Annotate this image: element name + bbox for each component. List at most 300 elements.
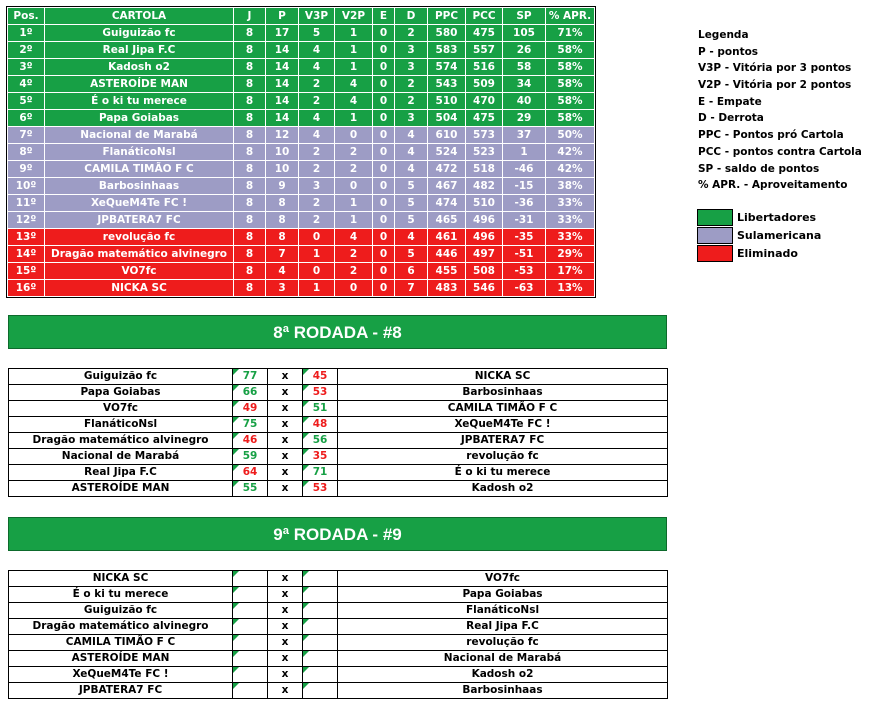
versus: x bbox=[268, 417, 303, 433]
v2p-cell: 0 bbox=[335, 280, 373, 297]
versus: x bbox=[268, 433, 303, 449]
draws-cell: 0 bbox=[373, 212, 395, 229]
legend-line: E - Empate bbox=[698, 95, 762, 108]
draws-cell: 0 bbox=[373, 76, 395, 93]
apr-cell: 17% bbox=[546, 263, 595, 280]
match-row bbox=[9, 619, 668, 635]
standings-row bbox=[8, 42, 595, 59]
points-cell: 8 bbox=[266, 229, 299, 246]
match-row bbox=[9, 465, 668, 481]
position-cell: 4º bbox=[8, 76, 45, 93]
legend-line: % APR. - Aproveitamento bbox=[698, 179, 848, 192]
v2p-cell: 1 bbox=[335, 42, 373, 59]
v2p-cell: 2 bbox=[335, 246, 373, 263]
legend-line: PPC - Pontos pró Cartola bbox=[698, 129, 844, 142]
match-row bbox=[9, 401, 668, 417]
v3p-cell: 2 bbox=[299, 76, 335, 93]
points-cell: 14 bbox=[266, 76, 299, 93]
versus: x bbox=[268, 401, 303, 417]
match-row bbox=[9, 433, 668, 449]
home-score bbox=[233, 619, 268, 635]
points-cell: 10 bbox=[266, 144, 299, 161]
away-score bbox=[303, 603, 338, 619]
apr-cell: 33% bbox=[546, 229, 595, 246]
games-cell: 8 bbox=[234, 25, 266, 42]
zone-swatch bbox=[697, 209, 733, 226]
sp-cell: 26 bbox=[503, 42, 546, 59]
legend-line: PCC - pontos contra Cartola bbox=[698, 145, 862, 158]
standings-body bbox=[8, 25, 595, 297]
team-cell: Real Jipa F.C bbox=[45, 42, 234, 59]
team-cell: NICKA SC bbox=[45, 280, 234, 297]
versus: x bbox=[268, 667, 303, 683]
draws-cell: 0 bbox=[373, 263, 395, 280]
v3p-cell: 3 bbox=[299, 178, 335, 195]
apr-cell: 13% bbox=[546, 280, 595, 297]
legend-line: D - Derrota bbox=[698, 112, 764, 125]
home-score bbox=[233, 635, 268, 651]
versus: x bbox=[268, 449, 303, 465]
standings-row bbox=[8, 76, 595, 93]
points-cell: 3 bbox=[266, 280, 299, 297]
versus: x bbox=[268, 465, 303, 481]
v3p-cell: 2 bbox=[299, 93, 335, 110]
pcc-cell: 470 bbox=[466, 93, 503, 110]
away-score: 51 bbox=[303, 401, 338, 417]
home-team: Dragão matemático alvinegro bbox=[9, 433, 233, 449]
team-cell: ASTEROÍDE MAN bbox=[45, 76, 234, 93]
team-cell: FlanáticoNsl bbox=[45, 144, 234, 161]
position-cell: 6º bbox=[8, 110, 45, 127]
games-cell: 8 bbox=[234, 246, 266, 263]
team-cell: VO7fc bbox=[45, 263, 234, 280]
home-team: ASTEROÍDE MAN bbox=[9, 651, 233, 667]
pcc-cell: 475 bbox=[466, 110, 503, 127]
apr-cell: 71% bbox=[546, 25, 595, 42]
col-header: V3P bbox=[299, 8, 335, 25]
losses-cell: 5 bbox=[395, 195, 428, 212]
apr-cell: 29% bbox=[546, 246, 595, 263]
home-team: FlanáticoNsl bbox=[9, 417, 233, 433]
away-team: Kadosh o2 bbox=[338, 667, 668, 683]
col-header: CARTOLA bbox=[45, 8, 234, 25]
sp-cell: -46 bbox=[503, 161, 546, 178]
pcc-cell: 546 bbox=[466, 280, 503, 297]
sp-cell: -31 bbox=[503, 212, 546, 229]
home-team: VO7fc bbox=[9, 401, 233, 417]
pcc-cell: 475 bbox=[466, 25, 503, 42]
draws-cell: 0 bbox=[373, 195, 395, 212]
standings-row bbox=[8, 280, 595, 297]
match-row bbox=[9, 587, 668, 603]
versus: x bbox=[268, 571, 303, 587]
versus: x bbox=[268, 481, 303, 497]
versus: x bbox=[268, 651, 303, 667]
away-score: 56 bbox=[303, 433, 338, 449]
v3p-cell: 2 bbox=[299, 144, 335, 161]
away-team: JPBATERA7 FC bbox=[338, 433, 668, 449]
pcc-cell: 496 bbox=[466, 229, 503, 246]
ppc-cell: 543 bbox=[428, 76, 466, 93]
away-score: 45 bbox=[303, 369, 338, 385]
ppc-cell: 610 bbox=[428, 127, 466, 144]
versus: x bbox=[268, 385, 303, 401]
zone-legend bbox=[697, 209, 822, 263]
v2p-cell: 2 bbox=[335, 144, 373, 161]
points-cell: 8 bbox=[266, 195, 299, 212]
zone-label: Libertadores bbox=[737, 211, 817, 224]
pcc-cell: 523 bbox=[466, 144, 503, 161]
versus: x bbox=[268, 683, 303, 699]
zone-legend-item bbox=[697, 209, 822, 227]
points-cell: 14 bbox=[266, 59, 299, 76]
sp-cell: 58 bbox=[503, 59, 546, 76]
col-header: E bbox=[373, 8, 395, 25]
away-team: NICKA SC bbox=[338, 369, 668, 385]
position-cell: 12º bbox=[8, 212, 45, 229]
home-team: XeQueM4Te FC ! bbox=[9, 667, 233, 683]
ppc-cell: 472 bbox=[428, 161, 466, 178]
sp-cell: 40 bbox=[503, 93, 546, 110]
losses-cell: 5 bbox=[395, 212, 428, 229]
draws-cell: 0 bbox=[373, 229, 395, 246]
away-team: Barbosinhaas bbox=[338, 385, 668, 401]
away-team: revolução fc bbox=[338, 635, 668, 651]
pcc-cell: 497 bbox=[466, 246, 503, 263]
draws-cell: 0 bbox=[373, 25, 395, 42]
round-9-table bbox=[8, 570, 668, 699]
ppc-cell: 455 bbox=[428, 263, 466, 280]
standings-row bbox=[8, 195, 595, 212]
pcc-cell: 516 bbox=[466, 59, 503, 76]
zone-swatch bbox=[697, 227, 733, 244]
home-score bbox=[233, 603, 268, 619]
standings-row bbox=[8, 127, 595, 144]
sp-cell: 34 bbox=[503, 76, 546, 93]
home-team: Guiguizão fc bbox=[9, 369, 233, 385]
losses-cell: 2 bbox=[395, 76, 428, 93]
games-cell: 8 bbox=[234, 263, 266, 280]
versus: x bbox=[268, 587, 303, 603]
standings-row bbox=[8, 212, 595, 229]
position-cell: 14º bbox=[8, 246, 45, 263]
points-cell: 14 bbox=[266, 42, 299, 59]
standings-row bbox=[8, 59, 595, 76]
points-cell: 14 bbox=[266, 110, 299, 127]
losses-cell: 4 bbox=[395, 144, 428, 161]
zone-legend-item bbox=[697, 227, 822, 245]
round-9-title: 9ª RODADA - #9 bbox=[8, 517, 667, 551]
home-team: Dragão matemático alvinegro bbox=[9, 619, 233, 635]
team-cell: revolução fc bbox=[45, 229, 234, 246]
team-cell: Kadosh o2 bbox=[45, 59, 234, 76]
round-8-table bbox=[8, 368, 668, 497]
zone-label: Eliminado bbox=[737, 247, 798, 260]
apr-cell: 58% bbox=[546, 110, 595, 127]
home-team: ASTEROÍDE MAN bbox=[9, 481, 233, 497]
legend bbox=[698, 27, 862, 194]
match-row bbox=[9, 369, 668, 385]
away-score: 48 bbox=[303, 417, 338, 433]
away-score bbox=[303, 651, 338, 667]
ppc-cell: 446 bbox=[428, 246, 466, 263]
home-team: Nacional de Marabá bbox=[9, 449, 233, 465]
points-cell: 14 bbox=[266, 93, 299, 110]
v2p-cell: 0 bbox=[335, 127, 373, 144]
apr-cell: 33% bbox=[546, 212, 595, 229]
games-cell: 8 bbox=[234, 280, 266, 297]
zone-legend-item bbox=[697, 245, 822, 263]
team-cell: Papa Goiabas bbox=[45, 110, 234, 127]
losses-cell: 6 bbox=[395, 263, 428, 280]
v3p-cell: 2 bbox=[299, 161, 335, 178]
away-team: Nacional de Marabá bbox=[338, 651, 668, 667]
points-cell: 8 bbox=[266, 212, 299, 229]
points-cell: 10 bbox=[266, 161, 299, 178]
losses-cell: 4 bbox=[395, 161, 428, 178]
away-team: VO7fc bbox=[338, 571, 668, 587]
v3p-cell: 1 bbox=[299, 280, 335, 297]
apr-cell: 58% bbox=[546, 59, 595, 76]
team-cell: Guiguizão fc bbox=[45, 25, 234, 42]
standings-row bbox=[8, 144, 595, 161]
home-team: JPBATERA7 FC bbox=[9, 683, 233, 699]
match-row bbox=[9, 449, 668, 465]
games-cell: 8 bbox=[234, 127, 266, 144]
sp-cell: -51 bbox=[503, 246, 546, 263]
losses-cell: 3 bbox=[395, 110, 428, 127]
sp-cell: -15 bbox=[503, 178, 546, 195]
pcc-cell: 557 bbox=[466, 42, 503, 59]
games-cell: 8 bbox=[234, 178, 266, 195]
away-team: Real Jipa F.C bbox=[338, 619, 668, 635]
col-header: D bbox=[395, 8, 428, 25]
draws-cell: 0 bbox=[373, 144, 395, 161]
home-score: 55 bbox=[233, 481, 268, 497]
pcc-cell: 573 bbox=[466, 127, 503, 144]
games-cell: 8 bbox=[234, 229, 266, 246]
sp-cell: 1 bbox=[503, 144, 546, 161]
sp-cell: 37 bbox=[503, 127, 546, 144]
legend-line: SP - saldo de pontos bbox=[698, 162, 820, 175]
home-score bbox=[233, 587, 268, 603]
team-cell: É o ki tu merece bbox=[45, 93, 234, 110]
apr-cell: 50% bbox=[546, 127, 595, 144]
home-team: CAMILA TIMÃO F C bbox=[9, 635, 233, 651]
standings-row bbox=[8, 263, 595, 280]
apr-cell: 38% bbox=[546, 178, 595, 195]
standings-row bbox=[8, 110, 595, 127]
draws-cell: 0 bbox=[373, 127, 395, 144]
ppc-cell: 580 bbox=[428, 25, 466, 42]
away-score bbox=[303, 635, 338, 651]
pcc-cell: 496 bbox=[466, 212, 503, 229]
position-cell: 2º bbox=[8, 42, 45, 59]
ppc-cell: 461 bbox=[428, 229, 466, 246]
versus: x bbox=[268, 635, 303, 651]
away-score bbox=[303, 619, 338, 635]
home-score bbox=[233, 683, 268, 699]
team-cell: JPBATERA7 FC bbox=[45, 212, 234, 229]
home-score: 46 bbox=[233, 433, 268, 449]
v2p-cell: 2 bbox=[335, 263, 373, 280]
match-row bbox=[9, 417, 668, 433]
team-cell: Nacional de Marabá bbox=[45, 127, 234, 144]
games-cell: 8 bbox=[234, 212, 266, 229]
v2p-cell: 4 bbox=[335, 76, 373, 93]
v3p-cell: 2 bbox=[299, 195, 335, 212]
team-cell: CAMILA TIMÃO F C bbox=[45, 161, 234, 178]
games-cell: 8 bbox=[234, 42, 266, 59]
versus: x bbox=[268, 603, 303, 619]
position-cell: 8º bbox=[8, 144, 45, 161]
ppc-cell: 583 bbox=[428, 42, 466, 59]
home-team: Papa Goiabas bbox=[9, 385, 233, 401]
points-cell: 9 bbox=[266, 178, 299, 195]
round-8-title: 8ª RODADA - #8 bbox=[8, 315, 667, 349]
zone-label: Sulamericana bbox=[737, 229, 822, 242]
legend-line: P - pontos bbox=[698, 45, 759, 58]
away-team: FlanáticoNsl bbox=[338, 603, 668, 619]
standings-row bbox=[8, 246, 595, 263]
v3p-cell: 4 bbox=[299, 110, 335, 127]
points-cell: 4 bbox=[266, 263, 299, 280]
col-header: Pos. bbox=[8, 8, 45, 25]
games-cell: 8 bbox=[234, 144, 266, 161]
col-header: % APR. bbox=[546, 8, 595, 25]
away-team: revolução fc bbox=[338, 449, 668, 465]
sp-cell: 105 bbox=[503, 25, 546, 42]
v3p-cell: 1 bbox=[299, 246, 335, 263]
home-score bbox=[233, 651, 268, 667]
standings-row bbox=[8, 178, 595, 195]
pcc-cell: 509 bbox=[466, 76, 503, 93]
col-header: PPC bbox=[428, 8, 466, 25]
position-cell: 10º bbox=[8, 178, 45, 195]
col-header: J bbox=[234, 8, 266, 25]
position-cell: 1º bbox=[8, 25, 45, 42]
losses-cell: 4 bbox=[395, 229, 428, 246]
standings-table bbox=[7, 7, 595, 297]
match-row bbox=[9, 385, 668, 401]
team-cell: Dragão matemático alvinegro bbox=[45, 246, 234, 263]
zone-swatch bbox=[697, 245, 733, 262]
position-cell: 16º bbox=[8, 280, 45, 297]
home-team: Real Jipa F.C bbox=[9, 465, 233, 481]
ppc-cell: 483 bbox=[428, 280, 466, 297]
losses-cell: 5 bbox=[395, 246, 428, 263]
games-cell: 8 bbox=[234, 76, 266, 93]
col-header: V2P bbox=[335, 8, 373, 25]
v3p-cell: 4 bbox=[299, 59, 335, 76]
col-header: P bbox=[266, 8, 299, 25]
ppc-cell: 524 bbox=[428, 144, 466, 161]
position-cell: 11º bbox=[8, 195, 45, 212]
standings-row bbox=[8, 161, 595, 178]
match-row bbox=[9, 481, 668, 497]
draws-cell: 0 bbox=[373, 246, 395, 263]
home-score: 75 bbox=[233, 417, 268, 433]
legend-line: V3P - Vitória por 3 pontos bbox=[698, 62, 852, 75]
standings-row bbox=[8, 229, 595, 246]
ppc-cell: 465 bbox=[428, 212, 466, 229]
away-score bbox=[303, 683, 338, 699]
ppc-cell: 474 bbox=[428, 195, 466, 212]
col-header: SP bbox=[503, 8, 546, 25]
v2p-cell: 2 bbox=[335, 161, 373, 178]
draws-cell: 0 bbox=[373, 59, 395, 76]
v3p-cell: 4 bbox=[299, 127, 335, 144]
away-team: É o ki tu merece bbox=[338, 465, 668, 481]
apr-cell: 58% bbox=[546, 42, 595, 59]
home-score: 49 bbox=[233, 401, 268, 417]
home-team: Guiguizão fc bbox=[9, 603, 233, 619]
losses-cell: 7 bbox=[395, 280, 428, 297]
apr-cell: 42% bbox=[546, 161, 595, 178]
games-cell: 8 bbox=[234, 93, 266, 110]
standings-row bbox=[8, 25, 595, 42]
points-cell: 7 bbox=[266, 246, 299, 263]
away-team: CAMILA TIMÃO F C bbox=[338, 401, 668, 417]
away-score bbox=[303, 571, 338, 587]
away-team: Kadosh o2 bbox=[338, 481, 668, 497]
pcc-cell: 518 bbox=[466, 161, 503, 178]
games-cell: 8 bbox=[234, 110, 266, 127]
away-team: Papa Goiabas bbox=[338, 587, 668, 603]
losses-cell: 2 bbox=[395, 25, 428, 42]
away-score: 53 bbox=[303, 481, 338, 497]
home-score bbox=[233, 571, 268, 587]
home-team: É o ki tu merece bbox=[9, 587, 233, 603]
standings-row bbox=[8, 93, 595, 110]
sp-cell: -36 bbox=[503, 195, 546, 212]
ppc-cell: 574 bbox=[428, 59, 466, 76]
sp-cell: 29 bbox=[503, 110, 546, 127]
position-cell: 9º bbox=[8, 161, 45, 178]
home-team: NICKA SC bbox=[9, 571, 233, 587]
v2p-cell: 1 bbox=[335, 212, 373, 229]
losses-cell: 4 bbox=[395, 127, 428, 144]
match-row bbox=[9, 683, 668, 699]
home-score: 59 bbox=[233, 449, 268, 465]
home-score: 77 bbox=[233, 369, 268, 385]
points-cell: 12 bbox=[266, 127, 299, 144]
v2p-cell: 1 bbox=[335, 25, 373, 42]
draws-cell: 0 bbox=[373, 280, 395, 297]
match-row bbox=[9, 667, 668, 683]
v2p-cell: 0 bbox=[335, 178, 373, 195]
away-score bbox=[303, 587, 338, 603]
games-cell: 8 bbox=[234, 59, 266, 76]
position-cell: 7º bbox=[8, 127, 45, 144]
sp-cell: -53 bbox=[503, 263, 546, 280]
match-row bbox=[9, 571, 668, 587]
sp-cell: -63 bbox=[503, 280, 546, 297]
losses-cell: 5 bbox=[395, 178, 428, 195]
away-team: Barbosinhaas bbox=[338, 683, 668, 699]
v3p-cell: 0 bbox=[299, 263, 335, 280]
away-score: 53 bbox=[303, 385, 338, 401]
v3p-cell: 2 bbox=[299, 212, 335, 229]
legend-title: Legenda bbox=[698, 29, 749, 41]
position-cell: 13º bbox=[8, 229, 45, 246]
v2p-cell: 1 bbox=[335, 195, 373, 212]
match-row bbox=[9, 603, 668, 619]
apr-cell: 58% bbox=[546, 76, 595, 93]
position-cell: 15º bbox=[8, 263, 45, 280]
apr-cell: 42% bbox=[546, 144, 595, 161]
standings-header-row bbox=[8, 8, 595, 25]
